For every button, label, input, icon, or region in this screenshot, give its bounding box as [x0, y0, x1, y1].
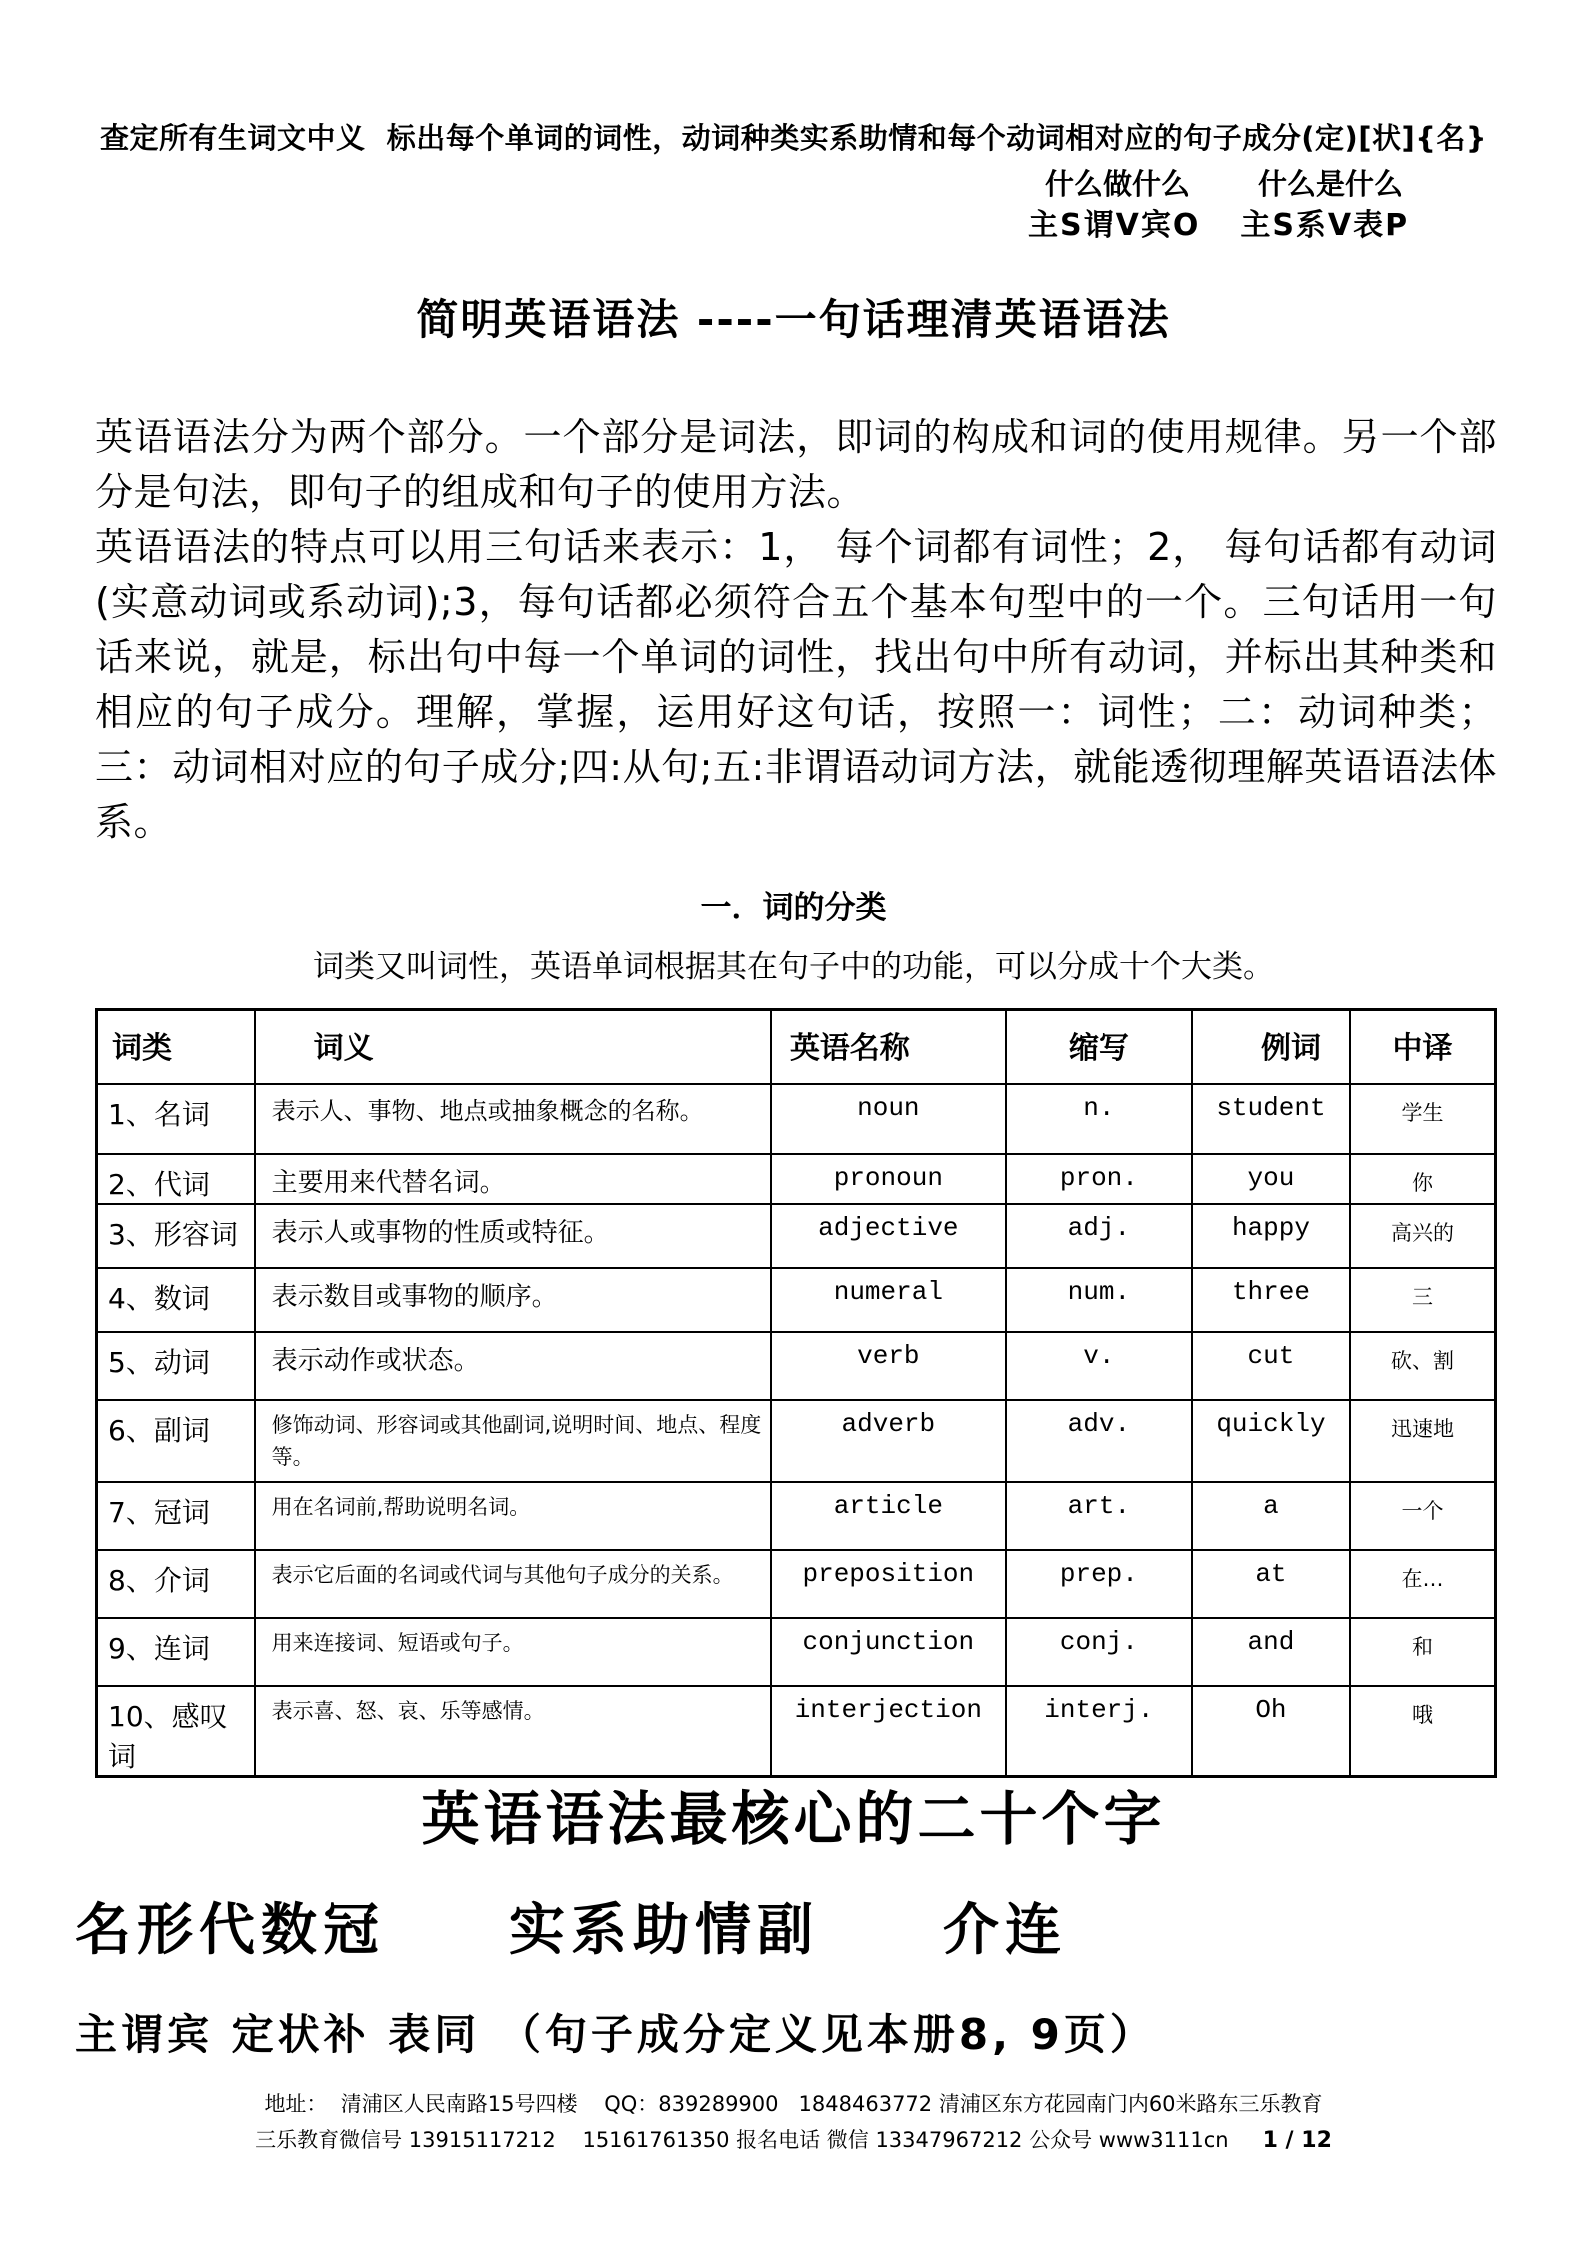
table-cell: 三: [1350, 1268, 1496, 1332]
table-cell: 用来连接词、短语或句子。: [255, 1618, 771, 1686]
intro-section: [95, 410, 1497, 850]
table-cell: 10、感叹词: [97, 1686, 255, 1777]
table-cell: you: [1192, 1154, 1350, 1204]
page-number: 1 / 12: [1262, 2128, 1332, 2153]
header-translation: 中译: [1350, 1010, 1496, 1084]
annotation-svp: 主S系V表P: [1240, 208, 1410, 243]
table-cell: 表示喜、怒、哀、乐等感情。: [255, 1686, 771, 1777]
table-cell: 学生: [1350, 1084, 1496, 1154]
table-cell: 2、代词: [97, 1154, 255, 1204]
table-cell: pron.: [1006, 1154, 1192, 1204]
table-cell: prep.: [1006, 1550, 1192, 1618]
table-cell: a: [1192, 1482, 1350, 1550]
footer-contact-text: 三乐教育微信号 13915117212 15161761350 报名电话 微信 13347967212 公众号 www3111cn: [255, 2128, 1229, 2152]
table-cell: v.: [1006, 1332, 1192, 1400]
table-cell: adj.: [1006, 1204, 1192, 1268]
table-row: [97, 1204, 1496, 1268]
table-cell: 用在名词前,帮助说明名词。: [255, 1482, 771, 1550]
table-cell: conjunction: [771, 1618, 1006, 1686]
table-row: [97, 1482, 1496, 1550]
table-cell: 1、名词: [97, 1084, 255, 1154]
table-cell: 主要用来代替名词。: [255, 1154, 771, 1204]
core-heading: 英语语法最核心的二十个字: [421, 1785, 1166, 1853]
annotation-is-what: 什么是什么: [1258, 167, 1404, 201]
section-heading: 一．词的分类: [700, 890, 887, 926]
table-cell: noun: [771, 1084, 1006, 1154]
table-cell: 哦: [1350, 1686, 1496, 1777]
footer-line-2: [0, 2122, 1587, 2159]
top-note-line2: [1045, 162, 1403, 203]
table-cell: adjective: [771, 1204, 1006, 1268]
page-title: 简明英语语法 ----一句话理清英语语法: [416, 295, 1171, 344]
table-cell: conj.: [1006, 1618, 1192, 1686]
table-cell: happy: [1192, 1204, 1350, 1268]
table-cell: adverb: [771, 1400, 1006, 1482]
top-note-line3: [1028, 200, 1409, 244]
table-cell: num.: [1006, 1268, 1192, 1332]
table-cell: cut: [1192, 1332, 1350, 1400]
table-cell: preposition: [771, 1550, 1006, 1618]
table-cell: article: [771, 1482, 1006, 1550]
table-cell: art.: [1006, 1482, 1192, 1550]
sentence-parts-line: 主谓宾 定状补 表同 （句子成分定义见本册8, 9页）: [75, 2010, 1156, 2059]
table-cell: and: [1192, 1618, 1350, 1686]
table-cell: 和: [1350, 1618, 1496, 1686]
table-cell: 9、连词: [97, 1618, 255, 1686]
table-cell: 5、动词: [97, 1332, 255, 1400]
table-cell: pronoun: [771, 1154, 1006, 1204]
table-cell: 砍、割: [1350, 1332, 1496, 1400]
table-cell: numeral: [771, 1268, 1006, 1332]
table-cell: adv.: [1006, 1400, 1192, 1482]
table-cell: 6、副词: [97, 1400, 255, 1482]
table-cell: 8、介词: [97, 1550, 255, 1618]
table-cell: 3、形容词: [97, 1204, 255, 1268]
table-cell: 表示它后面的名词或代词与其他句子成分的关系。: [255, 1550, 771, 1618]
table-cell: 一个: [1350, 1482, 1496, 1550]
table-cell: quickly: [1192, 1400, 1350, 1482]
table-cell: 迅速地: [1350, 1400, 1496, 1482]
table-row: [97, 1268, 1496, 1332]
table-row: [97, 1550, 1496, 1618]
section-subheading: 词类又叫词性，英语单词根据其在句子中的功能，可以分成十个大类。: [313, 949, 1274, 985]
table-row: [97, 1332, 1496, 1400]
table-cell: n.: [1006, 1084, 1192, 1154]
section-block: [0, 882, 1587, 986]
table-cell: at: [1192, 1550, 1350, 1618]
core-chars-line: 名形代数冠 实系助情副 介连: [75, 1898, 1067, 1963]
header-meaning: 词义: [255, 1010, 771, 1084]
table-cell: 表示动作或状态。: [255, 1332, 771, 1400]
table-cell: 表示数目或事物的顺序。: [255, 1268, 771, 1332]
intro-paragraph-1: 英语语法分为两个部分。一个部分是词法，即词的构成和词的使用规律。另一个部分是句法，即句子的组成和句子的使用方法。: [95, 415, 1497, 514]
table-cell: Oh: [1192, 1686, 1350, 1777]
table-cell: 表示人或事物的性质或特征。: [255, 1204, 771, 1268]
table-cell: 表示人、事物、地点或抽象概念的名称。: [255, 1084, 771, 1154]
header-english-name: 英语名称: [771, 1010, 1006, 1084]
page-footer: [0, 2086, 1587, 2159]
table-cell: interjection: [771, 1686, 1006, 1777]
table-cell: three: [1192, 1268, 1350, 1332]
annotation-svo: 主S谓V宾O: [1028, 208, 1201, 243]
intro-paragraph-2: 英语语法的特点可以用三句话来表示：1， 每个词都有词性；2， 每句话都有动词(实意动词或系动词);3，每句话都必须符合五个基本句型中的一个。三句话用一句话来说，就是，标出句中每一个单词的词性，找出句中所有动词，并标出其种类和相应的句子成分。理解，掌握，运用好这句话，按照一：词性；二：动词种类；三：动词相对应的句子成分;四:从句;五:非谓语动词方法，就能透彻理解英语语法体系。: [95, 525, 1497, 844]
table-cell: 高兴的: [1350, 1204, 1496, 1268]
table-cell: student: [1192, 1084, 1350, 1154]
top-note-line1: 查定所有生词文中义 标出每个单词的词性，动词种类实系助情和每个动词相对应的句子成分(定)[状]{名}: [100, 121, 1488, 155]
table-header-row: [97, 1010, 1496, 1084]
table-row: [97, 1400, 1496, 1482]
table-row: [97, 1084, 1496, 1154]
table-row: [97, 1686, 1496, 1777]
table-cell: verb: [771, 1332, 1006, 1400]
header-abbreviation: 缩写: [1006, 1010, 1192, 1084]
table-cell: 7、冠词: [97, 1482, 255, 1550]
annotation-do-what: 什么做什么: [1045, 167, 1191, 201]
word-class-table: [95, 1008, 1497, 1778]
table-cell: 在…: [1350, 1550, 1496, 1618]
header-example: 例词: [1192, 1010, 1350, 1084]
header-word-class: 词类: [97, 1010, 255, 1084]
table-row: [97, 1618, 1496, 1686]
table-row: [97, 1154, 1496, 1204]
table-cell: 修饰动词、形容词或其他副词,说明时间、地点、程度等。: [255, 1400, 771, 1482]
table-cell: interj.: [1006, 1686, 1192, 1777]
table-cell: 4、数词: [97, 1268, 255, 1332]
table-cell: 你: [1350, 1154, 1496, 1204]
footer-line-1: 地址： 清浦区人民南路15号四楼 QQ：839289900 1848463772 清浦区东方花园南门内60米路东三乐教育: [264, 2092, 1323, 2116]
